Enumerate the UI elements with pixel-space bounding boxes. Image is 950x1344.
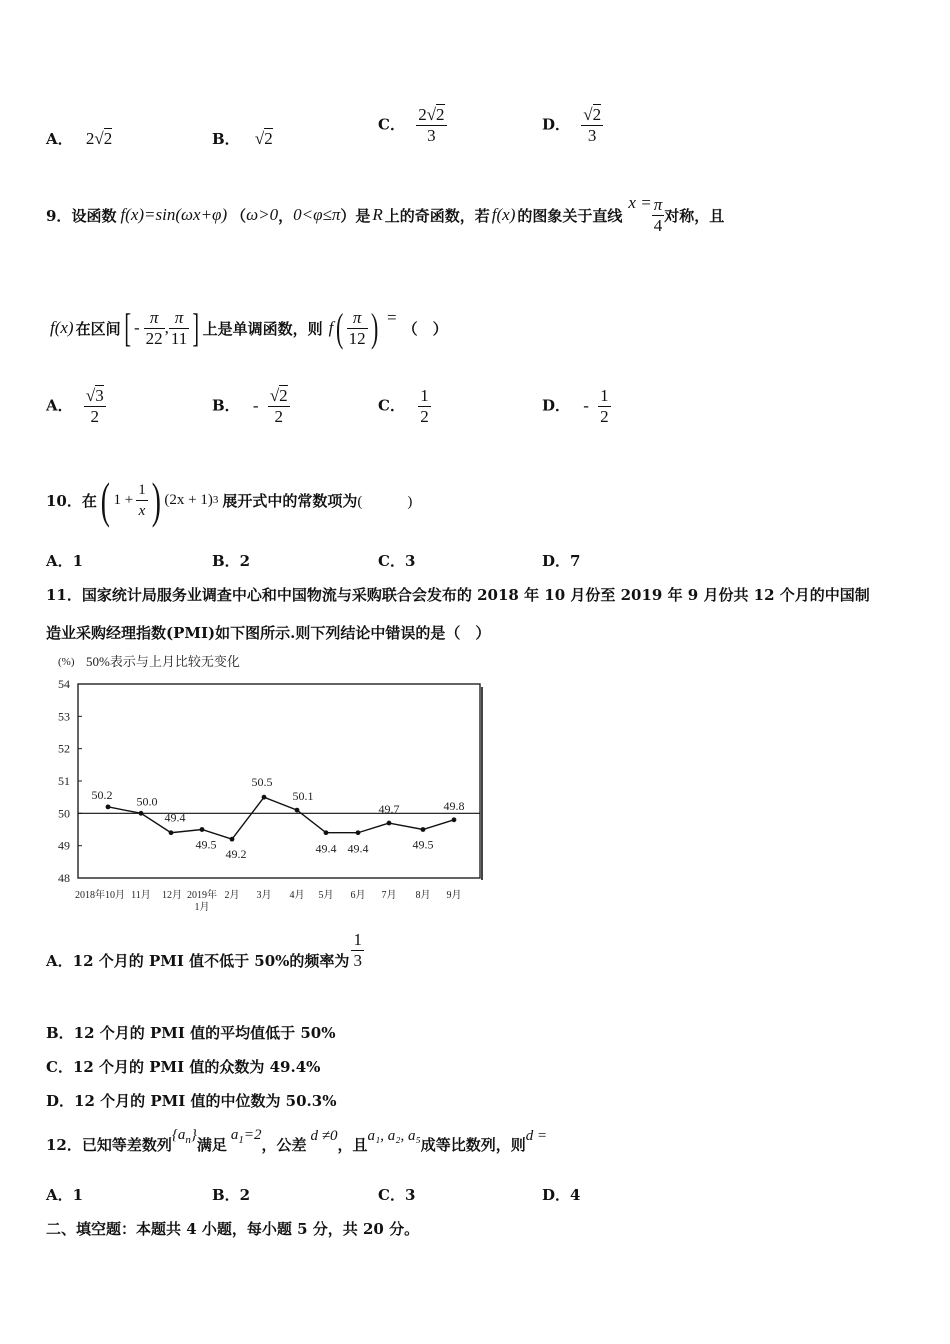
condition-a1 xyxy=(231,1127,262,1146)
data-label: 50.5 xyxy=(251,775,273,790)
frac-den: 11 xyxy=(170,328,188,348)
q8-option-a[interactable] xyxy=(46,128,112,149)
pmi-series-line xyxy=(108,797,454,839)
option-text: A．12 个月的 PMI 值不低于 50%的频率为 xyxy=(46,952,350,970)
frac-num: π xyxy=(144,308,165,329)
data-label: 50.2 xyxy=(91,787,113,802)
data-label: 49.8 xyxy=(443,798,465,813)
y-tick-label: 54 xyxy=(58,677,70,691)
frac-den: 2 xyxy=(274,407,283,426)
condition-omega: ω>0 xyxy=(246,205,279,224)
function-expr: f(x)=sin(ωx+φ) xyxy=(120,205,228,224)
x-tick-label: 2019年 xyxy=(187,890,217,901)
fraction: $\frac{2√2}{3}$ xyxy=(418,105,445,145)
radicand: 2 xyxy=(103,129,113,148)
frac-den: x xyxy=(138,502,146,519)
radicand: 2 xyxy=(592,105,602,124)
frac-num: π xyxy=(347,308,368,329)
option-coef: 2 xyxy=(85,129,95,148)
answer-blank: （ ） xyxy=(402,319,448,338)
q8-option-c[interactable] xyxy=(378,105,447,146)
frac-num: π xyxy=(169,308,189,329)
data-point xyxy=(324,830,329,835)
option-label: A． xyxy=(46,130,73,148)
fraction xyxy=(136,480,148,521)
frac-num: 1 xyxy=(600,386,609,405)
left-paren: ( xyxy=(336,305,344,350)
right-bracket: ] xyxy=(192,305,200,350)
frac-den: 2 xyxy=(600,407,609,426)
stem-text: ，且 xyxy=(337,1135,368,1154)
sequence-expr xyxy=(172,1127,197,1146)
option-label: B． xyxy=(212,130,240,148)
stem-text: 的图象关于直线 xyxy=(517,206,623,225)
minus-sign: - xyxy=(583,395,589,415)
stem-text: 在区间 xyxy=(75,319,121,338)
q10-option-a[interactable]: A．1 xyxy=(46,552,84,570)
radicand: 2 xyxy=(436,105,445,124)
subscript: 1 xyxy=(238,1133,244,1146)
chart-title: 50%表示与上月比较无变化 xyxy=(86,654,240,669)
frac-coef: 2 xyxy=(418,105,427,124)
x-tick-label: 3月 xyxy=(256,890,272,901)
right-paren: ) xyxy=(370,305,378,350)
data-point xyxy=(230,837,235,842)
q12-stem xyxy=(46,1124,547,1164)
frac-den: 3 xyxy=(353,951,362,970)
y-tick-label: 49 xyxy=(58,838,70,853)
fraction xyxy=(169,308,189,349)
x-tick-label: 5月 xyxy=(318,890,334,901)
binomial-term: 1 + xyxy=(113,491,134,508)
stem-text: 上的奇函数，若 xyxy=(384,206,490,225)
stem-text: （ xyxy=(231,206,247,225)
fraction: $\frac{√3}{2}$ xyxy=(85,386,104,426)
x-tick-label: 4月 xyxy=(289,890,305,901)
fraction xyxy=(351,930,364,971)
option-label: D． xyxy=(542,396,571,415)
stem-text: 满足 xyxy=(196,1135,227,1154)
line-expr: x = xyxy=(628,193,652,212)
x-tick-label: 12月 xyxy=(162,890,182,901)
q11-stem-line2: 造业采购经理指数(PMI)如下图所示.则下列结论中错误的是（ ） xyxy=(46,624,491,642)
x-tick-label: 11月 xyxy=(131,890,151,901)
stem-text: 展开式中的常数项为 xyxy=(222,491,358,510)
data-label: 50.1 xyxy=(292,789,314,804)
radicand: 2 xyxy=(264,129,273,148)
data-point xyxy=(387,821,392,826)
section-heading-fill-in: 二、填空题：本题共 4 小题，每小题 5 分，共 20 分。 xyxy=(46,1220,420,1238)
minus-sign: - xyxy=(252,395,259,415)
x-tick-label: 7月 xyxy=(381,890,397,901)
option-label: C． xyxy=(378,115,405,134)
q11-option-b[interactable]: B．12 个月的 PMI 值的平均值低于 50% xyxy=(46,1024,336,1042)
y-tick-label: 50 xyxy=(58,806,70,821)
y-tick-label: 48 xyxy=(58,871,70,885)
function-expr: f(x) xyxy=(50,318,74,337)
fraction: $\frac{√2}{2}$ xyxy=(269,386,288,426)
frac-num: 1 xyxy=(136,480,148,501)
frac-den: 4 xyxy=(653,215,663,235)
answer-blank: ( ) xyxy=(357,493,413,510)
q11-option-a[interactable] xyxy=(46,930,364,981)
q8-option-b[interactable] xyxy=(212,128,273,149)
frac-num: π xyxy=(653,194,663,214)
fraction xyxy=(347,308,368,349)
data-point xyxy=(295,808,300,813)
data-point xyxy=(452,817,457,822)
x-tick-label: 1月 xyxy=(194,902,210,913)
data-point xyxy=(106,804,111,809)
data-label: 49.4 xyxy=(347,841,369,856)
d-expr: d = xyxy=(525,1127,548,1144)
left-bracket: [ xyxy=(123,305,131,350)
condition-phi: 0<φ≤π xyxy=(293,205,341,224)
comma: , xyxy=(164,318,169,337)
radicand: 2 xyxy=(279,386,288,405)
y-tick-label: 52 xyxy=(58,741,70,756)
frac-den: 3 xyxy=(587,126,597,145)
q9-stem-line1 xyxy=(46,190,724,240)
fraction xyxy=(418,386,431,427)
frac-den: 3 xyxy=(427,126,436,145)
fraction xyxy=(652,195,665,236)
y-unit-label: (%) xyxy=(58,656,75,668)
condition-d: d ≠0 xyxy=(310,1127,338,1144)
frac-num: 1 xyxy=(420,386,429,405)
data-label: 50.0 xyxy=(136,794,158,809)
q10-option-c[interactable]: C．3 xyxy=(378,552,416,570)
minus-sign: - xyxy=(133,318,140,337)
binomial-factor: (2x + 1) xyxy=(164,491,213,508)
option-label: D． xyxy=(542,115,571,134)
sqrt-sign: √ xyxy=(94,129,104,148)
q8-option-d[interactable] xyxy=(542,105,603,146)
data-label: 49.4 xyxy=(164,810,186,825)
q12-option-c[interactable]: C．3 xyxy=(378,1186,416,1204)
terms-expr: a₁, a₂, a₅ xyxy=(367,1127,421,1144)
fraction: $\frac{√2}{3}$ xyxy=(583,105,602,145)
subscript: n xyxy=(185,1133,191,1146)
stem-text: 成等比数列，则 xyxy=(420,1135,526,1154)
right-paren: ) xyxy=(151,472,161,528)
set-r: R xyxy=(372,205,383,224)
equals: =2 xyxy=(243,1126,262,1143)
q9-option-b[interactable] xyxy=(212,386,290,427)
fraction xyxy=(598,386,611,427)
option-label: B． xyxy=(212,396,240,415)
seq-open: {a xyxy=(171,1126,186,1143)
x-tick-label: 6月 xyxy=(350,890,366,901)
data-point xyxy=(169,830,174,835)
function-name: f xyxy=(328,318,334,337)
data-point xyxy=(356,830,361,835)
q10-option-d[interactable]: D．7 xyxy=(542,552,581,570)
q12-option-b[interactable]: B．2 xyxy=(212,1186,251,1204)
term: a xyxy=(230,1126,239,1143)
radicand: 3 xyxy=(95,386,104,405)
data-point xyxy=(200,827,205,832)
stem-text: ， xyxy=(278,206,294,225)
sqrt-sign: √ xyxy=(254,129,265,148)
chart-marks-group xyxy=(58,654,482,913)
data-point xyxy=(139,811,144,816)
q9-option-a[interactable] xyxy=(46,386,106,427)
question-number: 10．在 xyxy=(46,491,97,510)
frac-den: 2 xyxy=(420,407,429,426)
function-expr: f(x) xyxy=(491,205,516,224)
y-tick-label: 53 xyxy=(58,709,70,724)
data-point xyxy=(421,827,426,832)
option-label: C． xyxy=(378,396,405,415)
x-tick-label: 2018年10月 xyxy=(75,890,125,901)
q9-stem-line2 xyxy=(50,300,448,356)
stem-text: ，公差 xyxy=(261,1135,307,1154)
q11-option-d[interactable]: D．12 个月的 PMI 值的中位数为 50.3% xyxy=(46,1092,337,1110)
x-tick-label: 8月 xyxy=(415,890,431,901)
q10-option-b[interactable]: B．2 xyxy=(212,552,251,570)
q11-option-c[interactable]: C．12 个月的 PMI 值的众数为 49.4% xyxy=(46,1058,321,1076)
left-paren: ( xyxy=(100,472,110,528)
frac-den: 22 xyxy=(145,328,163,348)
data-label: 49.2 xyxy=(225,847,247,862)
q11-stem-line1: 11．国家统计局服务业调查中心和中国物流与采购联合会发布的 2018 年 10 月份至 2019 年 9 月份共 12 个月的中国制 xyxy=(46,586,870,604)
y-tick-label: 51 xyxy=(58,774,70,788)
q12-option-d[interactable]: D．4 xyxy=(542,1186,581,1204)
q10-stem xyxy=(46,470,412,530)
x-tick-label: 2月 xyxy=(224,890,240,901)
seq-close: } xyxy=(190,1126,197,1143)
frac-den: 2 xyxy=(90,407,100,426)
fraction xyxy=(144,308,165,349)
stem-text: 上是单调函数，则 xyxy=(202,319,323,338)
stem-text: ） xyxy=(340,206,356,225)
stem-text: 是 xyxy=(355,206,371,225)
pmi-line-chart xyxy=(40,648,510,916)
data-point xyxy=(262,795,267,800)
q12-option-a[interactable]: A．1 xyxy=(46,1186,84,1204)
frac-num: 1 xyxy=(353,930,362,949)
question-number: 9． xyxy=(46,206,72,225)
x-tick-label: 9月 xyxy=(446,890,462,901)
data-label: 49.5 xyxy=(195,837,217,852)
q9-option-c[interactable] xyxy=(378,386,431,427)
q9-option-d[interactable] xyxy=(542,386,611,427)
equals-sign: = xyxy=(386,308,397,327)
stem-text: 设函数 xyxy=(71,206,117,225)
stem-text: 对称，且 xyxy=(664,206,725,225)
data-label: 49.7 xyxy=(378,802,400,817)
question-number: 12．已知等差数列 xyxy=(46,1135,172,1154)
exponent: 3 xyxy=(212,494,219,506)
option-label: A． xyxy=(46,396,73,415)
data-label: 49.4 xyxy=(315,841,337,856)
data-label: 49.5 xyxy=(412,837,434,852)
frac-den: 12 xyxy=(348,328,366,348)
